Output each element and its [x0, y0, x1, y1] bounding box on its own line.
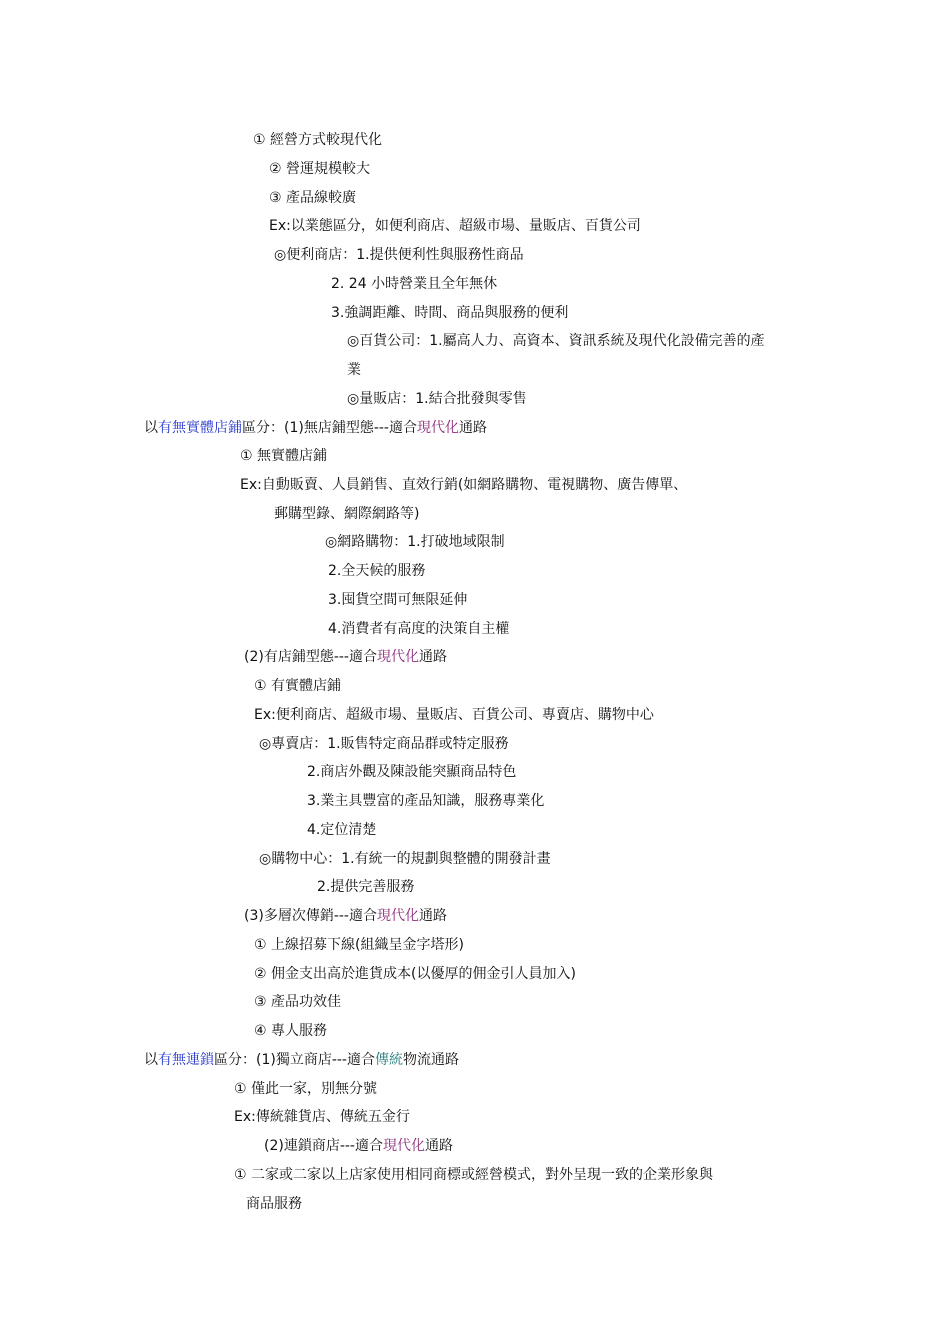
text-line	[144, 418, 487, 438]
text-line	[269, 216, 641, 236]
text-segment: ◎購物中心：1.有統一的規劃與整體的開發計畫	[259, 851, 551, 867]
text-segment: 通路	[419, 649, 447, 665]
text-line	[317, 877, 414, 897]
text-segment: (2)有店鋪型態---適合	[244, 649, 377, 665]
text-line	[331, 274, 497, 294]
text-segment: ① 無實體店鋪	[240, 448, 328, 464]
text-line	[331, 303, 568, 323]
text-line	[144, 1050, 459, 1070]
text-line	[246, 1194, 302, 1214]
highlighted-term: 有無實體店鋪	[158, 420, 242, 436]
text-segment: 4.定位清楚	[307, 822, 377, 838]
text-line	[328, 590, 467, 610]
text-segment: 3.囤貨空間可無限延伸	[328, 592, 468, 608]
text-segment: ◎便利商店：1.提供便利性與服務性商品	[274, 247, 524, 263]
highlighted-term: 現代化	[377, 649, 419, 665]
text-segment: ◎專賣店：1.販售特定商品群或特定服務	[259, 736, 509, 752]
highlighted-term: 有無連鎖	[158, 1052, 214, 1068]
text-line	[307, 820, 376, 840]
text-segment: 區分：(1)無店鋪型態---適合	[242, 420, 417, 436]
text-segment: ③ 產品功效佳	[254, 994, 342, 1010]
text-line	[259, 734, 509, 754]
text-segment: ④ 專人服務	[254, 1023, 328, 1039]
text-segment: 通路	[419, 908, 447, 924]
text-segment: 2.全天候的服務	[328, 563, 426, 579]
text-line	[244, 647, 447, 667]
text-line	[240, 446, 327, 466]
text-segment: 以	[144, 420, 158, 436]
text-line	[240, 475, 687, 495]
text-line	[234, 1107, 410, 1127]
text-segment: Ex:傳統雜貨店、傳統五金行	[234, 1109, 410, 1125]
text-line	[307, 762, 516, 782]
text-segment: 2.商店外觀及陳設能突顯商品特色	[307, 764, 517, 780]
text-line	[254, 964, 576, 984]
text-segment: ① 有實體店鋪	[254, 678, 342, 694]
highlighted-term: 傳統	[375, 1052, 403, 1068]
text-segment: ① 經營方式較現代化	[253, 132, 383, 148]
text-line	[254, 992, 341, 1012]
text-segment: 2.提供完善服務	[317, 879, 415, 895]
text-segment: 郵購型錄、網際網路等)	[274, 506, 420, 522]
text-line	[269, 159, 370, 179]
text-line	[274, 245, 524, 265]
text-line	[254, 935, 464, 955]
text-line	[264, 1136, 453, 1156]
text-segment: ◎百貨公司：1.屬高人力、高資本、資訊系統及現代化設備完善的產	[347, 333, 765, 349]
text-segment: ① 二家或二家以上店家使用相同商標或經營模式，對外呈現一致的企業形象與	[234, 1167, 713, 1183]
text-segment: ② 營運規模較大	[269, 161, 371, 177]
text-line	[254, 1021, 327, 1041]
text-segment: 區分：(1)獨立商店---適合	[214, 1052, 375, 1068]
text-segment: ◎網路購物：1.打破地域限制	[325, 534, 505, 550]
text-segment: 4.消費者有高度的決策自主權	[328, 621, 510, 637]
text-segment: Ex:自動販賣、人員銷售、直效行銷(如網路購物、電視購物、廣告傳單、	[240, 477, 688, 493]
text-segment: 以	[144, 1052, 158, 1068]
text-segment: ③ 產品線較廣	[269, 190, 357, 206]
text-segment: 3.強調距離、時間、商品與服務的便利	[331, 305, 569, 321]
text-line	[253, 130, 382, 150]
text-line	[254, 705, 654, 725]
text-segment: 通路	[425, 1138, 453, 1154]
text-segment: ◎量販店：1.結合批發與零售	[347, 391, 527, 407]
text-line	[234, 1165, 713, 1185]
text-line	[347, 360, 361, 380]
text-segment: Ex:便利商店、超級市場、量販店、百貨公司、專賣店、購物中心	[254, 707, 654, 723]
text-segment: Ex:以業態區分，如便利商店、超級市場、量販店、百貨公司	[269, 218, 641, 234]
text-segment: 2. 24 小時營業且全年無休	[331, 276, 498, 292]
text-line	[244, 906, 447, 926]
text-line	[269, 188, 356, 208]
text-line	[259, 849, 551, 869]
text-line	[347, 389, 527, 409]
text-line	[325, 532, 505, 552]
text-line	[347, 331, 765, 351]
text-segment: 商品服務	[246, 1196, 302, 1212]
text-line	[274, 504, 419, 524]
text-line	[328, 561, 425, 581]
text-segment: 3.業主具豐富的產品知識，服務專業化	[307, 793, 545, 809]
text-segment: (2)連鎖商店---適合	[264, 1138, 383, 1154]
text-line	[307, 791, 544, 811]
text-segment: 通路	[459, 420, 487, 436]
text-segment: (3)多層次傳銷---適合	[244, 908, 377, 924]
text-segment: ① 僅此一家，別無分號	[234, 1081, 378, 1097]
text-line	[254, 676, 341, 696]
highlighted-term: 現代化	[377, 908, 419, 924]
highlighted-term: 現代化	[417, 420, 459, 436]
highlighted-term: 現代化	[383, 1138, 425, 1154]
text-segment: ② 佣金支出高於進貨成本(以優厚的佣金引人員加入)	[254, 966, 576, 982]
text-segment: 業	[347, 362, 361, 378]
text-segment: 物流通路	[403, 1052, 459, 1068]
text-line	[328, 619, 509, 639]
text-segment: ① 上線招募下線(組織呈金字塔形)	[254, 937, 464, 953]
text-line	[234, 1079, 377, 1099]
